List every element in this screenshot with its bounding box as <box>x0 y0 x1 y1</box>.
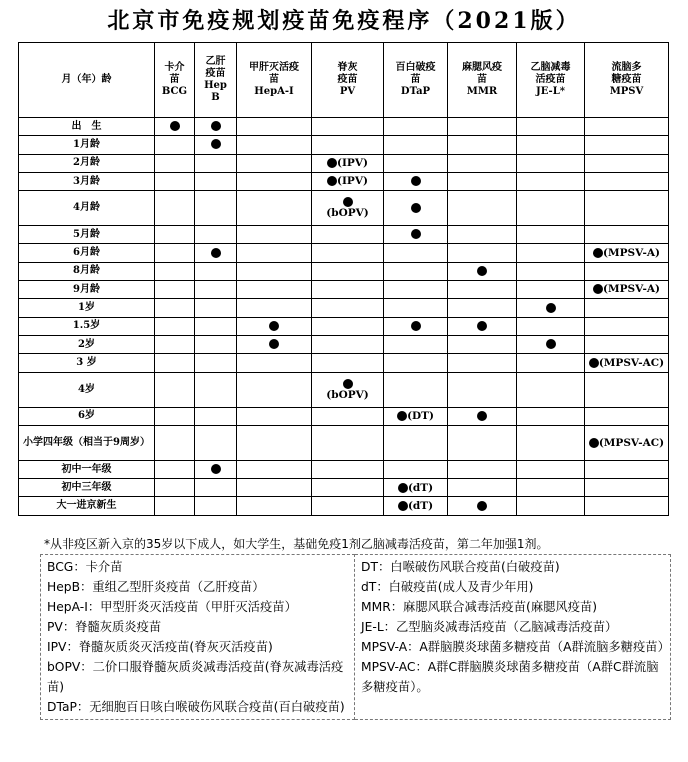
vaccine-header-line: 流脑多 <box>611 62 642 73</box>
vaccine-header-line: DTaP <box>400 86 431 97</box>
schedule-cell <box>384 425 448 460</box>
dose-dot-icon <box>211 248 221 258</box>
schedule-cell <box>237 460 312 478</box>
age-column-header: 月（年）龄 <box>19 43 155 118</box>
schedule-cell <box>155 262 195 280</box>
legend-table <box>40 554 671 720</box>
schedule-cell <box>517 425 585 460</box>
table-header-row <box>19 43 669 118</box>
schedule-cell <box>195 281 237 299</box>
dose-note: (MPSV-A) <box>603 283 660 296</box>
schedule-cell <box>585 172 669 190</box>
schedule-cell <box>384 460 448 478</box>
vaccine-column-header <box>155 43 195 118</box>
schedule-cell <box>448 244 517 262</box>
schedule-cell <box>312 118 384 136</box>
schedule-cell <box>155 479 195 497</box>
vaccine-header-line: 疫苗 <box>337 74 358 85</box>
schedule-cell <box>155 425 195 460</box>
schedule-cell <box>237 354 312 372</box>
schedule-cell <box>237 317 312 335</box>
schedule-cell <box>585 335 669 353</box>
age-cell: 4岁 <box>19 372 155 407</box>
schedule-cell <box>312 407 384 425</box>
table-row <box>19 317 669 335</box>
schedule-cell <box>195 299 237 317</box>
dose-dot-icon <box>477 321 487 331</box>
dose-dot-icon <box>477 411 487 421</box>
legend-item: DT：白喉破伤风联合疫苗(白破疫苗) <box>361 560 560 574</box>
schedule-cell <box>448 372 517 407</box>
schedule-cell <box>237 191 312 226</box>
dose-dot-icon <box>343 379 353 389</box>
schedule-cell <box>195 317 237 335</box>
vaccine-header-line: JE-L* <box>536 86 565 97</box>
schedule-cell <box>448 354 517 372</box>
table-row <box>19 479 669 497</box>
schedule-cell <box>517 191 585 226</box>
age-cell: 大一进京新生 <box>19 497 155 515</box>
schedule-cell <box>312 281 384 299</box>
schedule-cell <box>155 372 195 407</box>
schedule-cell <box>585 136 669 154</box>
vaccine-column-header <box>384 43 448 118</box>
schedule-cell <box>237 262 312 280</box>
schedule-cell <box>517 372 585 407</box>
schedule-cell <box>384 172 448 190</box>
dose-dot-icon <box>211 139 221 149</box>
legend-item: IPV：脊髓灰质炎灭活疫苗(脊灰灭活疫苗) <box>47 640 273 654</box>
table-row <box>19 299 669 317</box>
vaccine-header-line: 卡介 <box>164 62 185 73</box>
schedule-cell <box>312 172 384 190</box>
schedule-cell <box>312 226 384 244</box>
schedule-cell <box>384 244 448 262</box>
schedule-cell <box>585 425 669 460</box>
vaccine-header-line: 苗 <box>269 74 279 85</box>
table-row <box>19 281 669 299</box>
schedule-cell <box>384 191 448 226</box>
dose-dot-icon <box>589 438 599 448</box>
schedule-cell <box>312 497 384 515</box>
schedule-cell <box>195 335 237 353</box>
schedule-cell <box>237 118 312 136</box>
schedule-cell <box>448 425 517 460</box>
dose-dot-icon <box>211 121 221 131</box>
schedule-cell <box>517 354 585 372</box>
dose-dot-icon <box>398 483 408 493</box>
vaccine-header-line: 苗 <box>477 74 487 85</box>
legend-item: MPSV-AC：A群C群脑膜炎球菌多糖疫苗（A群C群流脑多糖疫苗）。 <box>361 660 659 694</box>
dose-note: (dT) <box>407 499 434 512</box>
schedule-cell <box>312 299 384 317</box>
schedule-cell <box>312 244 384 262</box>
vaccine-header-line: 疫苗 <box>205 68 226 79</box>
schedule-cell <box>517 136 585 154</box>
vaccine-header-line: BCG <box>161 86 188 97</box>
schedule-cell <box>312 317 384 335</box>
schedule-cell <box>448 497 517 515</box>
age-cell: 小学四年级（相当于9周岁） <box>19 425 155 460</box>
schedule-cell <box>195 154 237 172</box>
schedule-cell <box>195 497 237 515</box>
dose-note: (dT) <box>407 481 434 494</box>
schedule-cell <box>585 299 669 317</box>
schedule-cell <box>155 244 195 262</box>
legend-item: bOPV：二价口服脊髓灰质炎减毒活疫苗(脊灰减毒活疫苗) <box>47 660 344 694</box>
schedule-cell <box>517 407 585 425</box>
schedule-cell <box>237 335 312 353</box>
schedule-cell <box>155 317 195 335</box>
schedule-cell <box>195 136 237 154</box>
table-row <box>19 372 669 407</box>
schedule-cell <box>155 136 195 154</box>
schedule-cell <box>237 372 312 407</box>
age-cell: 3 岁 <box>19 354 155 372</box>
schedule-cell <box>312 335 384 353</box>
schedule-cell <box>448 118 517 136</box>
schedule-cell <box>585 244 669 262</box>
vaccine-header-line: 麻腮风疫 <box>462 62 502 73</box>
dose-dot-icon <box>411 229 421 239</box>
schedule-cell <box>585 317 669 335</box>
schedule-cell <box>155 299 195 317</box>
schedule-cell <box>585 262 669 280</box>
schedule-cell <box>195 407 237 425</box>
schedule-cell <box>237 479 312 497</box>
dose-dot-icon <box>477 266 487 276</box>
table-row <box>19 497 669 515</box>
schedule-cell <box>195 191 237 226</box>
schedule-cell <box>384 479 448 497</box>
schedule-cell <box>195 372 237 407</box>
vaccine-header-line: 糖疫苗 <box>611 74 642 85</box>
vaccine-column-header <box>448 43 517 118</box>
schedule-cell <box>448 154 517 172</box>
table-row <box>19 191 669 226</box>
vaccine-header-line: 乙肝 <box>205 56 226 67</box>
schedule-cell <box>155 281 195 299</box>
schedule-cell <box>517 154 585 172</box>
schedule-cell <box>585 407 669 425</box>
schedule-cell <box>585 479 669 497</box>
table-row <box>19 425 669 460</box>
schedule-cell <box>312 460 384 478</box>
schedule-cell <box>155 118 195 136</box>
schedule-cell <box>312 479 384 497</box>
schedule-cell <box>237 497 312 515</box>
schedule-cell <box>517 281 585 299</box>
dose-dot-icon <box>327 158 337 168</box>
legend-item: BCG：卡介苗 <box>47 560 123 574</box>
vaccine-header-line: Hep <box>204 80 227 91</box>
schedule-cell <box>517 317 585 335</box>
schedule-cell <box>237 136 312 154</box>
age-cell: 4月龄 <box>19 191 155 226</box>
dose-dot-icon <box>397 411 407 421</box>
age-cell: 初中一年级 <box>19 460 155 478</box>
dose-dot-icon <box>170 121 180 131</box>
schedule-cell <box>384 226 448 244</box>
schedule-cell <box>312 154 384 172</box>
legend-item: DTaP：无细胞百日咳白喉破伤风联合疫苗(百白破疫苗) <box>47 700 345 714</box>
schedule-cell <box>448 407 517 425</box>
table-row <box>19 226 669 244</box>
table-row <box>19 407 669 425</box>
schedule-cell <box>384 154 448 172</box>
table-row <box>19 244 669 262</box>
schedule-cell <box>155 407 195 425</box>
dose-note: (IPV) <box>337 175 368 188</box>
schedule-cell <box>384 262 448 280</box>
schedule-cell <box>384 497 448 515</box>
schedule-cell <box>517 299 585 317</box>
legend-item: HepA-I：甲型肝炎灭活疫苗（甲肝灭活疫苗） <box>47 600 297 614</box>
age-cell: 初中三年级 <box>19 479 155 497</box>
vaccine-column-header <box>585 43 669 118</box>
age-cell: 1岁 <box>19 299 155 317</box>
schedule-cell <box>237 299 312 317</box>
schedule-cell <box>585 354 669 372</box>
legend-item: PV：脊髓灰质炎疫苗 <box>47 620 162 634</box>
schedule-cell <box>155 172 195 190</box>
schedule-cell <box>448 335 517 353</box>
schedule-cell <box>517 497 585 515</box>
dose-dot-icon <box>477 501 487 511</box>
schedule-cell <box>517 226 585 244</box>
vaccine-header-line: MPSV <box>609 86 644 97</box>
schedule-cell <box>155 335 195 353</box>
schedule-cell <box>585 372 669 407</box>
legend-right-column <box>355 555 671 720</box>
age-cell: 3月龄 <box>19 172 155 190</box>
dose-dot-icon <box>593 284 603 294</box>
legend-left-column <box>41 555 355 720</box>
schedule-cell <box>448 262 517 280</box>
vaccine-header-line: 苗 <box>169 74 180 85</box>
schedule-cell <box>384 281 448 299</box>
table-row <box>19 154 669 172</box>
vaccine-header-line: PV <box>339 86 356 97</box>
dose-dot-icon <box>411 203 421 213</box>
schedule-cell <box>384 118 448 136</box>
age-cell: 1.5岁 <box>19 317 155 335</box>
table-row <box>19 335 669 353</box>
schedule-cell <box>155 154 195 172</box>
footnote: *从非疫区新入京的35岁以下成人，如大学生，基础免疫1剂乙脑减毒活疫苗，第二年加强1剂。 <box>44 537 549 551</box>
dose-dot-icon <box>411 176 421 186</box>
vaccine-header-line: 甲肝灭活疫 <box>249 62 299 73</box>
table-row <box>19 354 669 372</box>
legend-item: HepB：重组乙型肝炎疫苗（乙肝疫苗） <box>47 580 265 594</box>
schedule-cell <box>384 372 448 407</box>
schedule-cell <box>237 425 312 460</box>
age-cell: 9月龄 <box>19 281 155 299</box>
dose-dot-icon <box>546 303 556 313</box>
schedule-cell <box>384 335 448 353</box>
schedule-cell <box>195 226 237 244</box>
schedule-cell <box>448 299 517 317</box>
schedule-cell <box>384 136 448 154</box>
schedule-cell <box>155 354 195 372</box>
vaccine-column-header <box>517 43 585 118</box>
schedule-cell <box>585 460 669 478</box>
vaccine-header-line: MMR <box>466 86 498 97</box>
schedule-cell <box>585 191 669 226</box>
schedule-cell <box>448 136 517 154</box>
table-row <box>19 460 669 478</box>
schedule-cell <box>237 244 312 262</box>
dose-dot-icon <box>327 176 337 186</box>
schedule-cell <box>237 281 312 299</box>
age-cell: 5月龄 <box>19 226 155 244</box>
schedule-cell <box>585 226 669 244</box>
vaccine-header-line: HepA-I <box>254 86 294 97</box>
table-row <box>19 262 669 280</box>
schedule-cell <box>195 172 237 190</box>
schedule-cell <box>312 136 384 154</box>
dose-dot-icon <box>589 358 599 368</box>
schedule-cell <box>155 497 195 515</box>
schedule-cell <box>312 191 384 226</box>
schedule-cell <box>517 172 585 190</box>
schedule-cell <box>155 191 195 226</box>
schedule-cell <box>195 118 237 136</box>
schedule-cell <box>237 226 312 244</box>
age-cell: 出 生 <box>19 118 155 136</box>
schedule-cell <box>517 118 585 136</box>
schedule-cell <box>312 372 384 407</box>
dose-dot-icon <box>398 501 408 511</box>
schedule-cell <box>517 460 585 478</box>
age-cell: 8月龄 <box>19 262 155 280</box>
legend-item: MPSV-A：A群脑膜炎球菌多糖疫苗（A群流脑多糖疫苗） <box>361 640 670 654</box>
age-cell: 6岁 <box>19 407 155 425</box>
schedule-cell <box>517 262 585 280</box>
dose-note: (IPV) <box>337 156 368 169</box>
dose-note: (MPSV-A) <box>603 246 660 259</box>
schedule-cell <box>448 191 517 226</box>
age-cell: 2月龄 <box>19 154 155 172</box>
legend-item: JE-L：乙型脑炎减毒活疫苗（乙脑减毒活疫苗） <box>361 620 618 634</box>
schedule-cell <box>312 425 384 460</box>
schedule-cell <box>312 262 384 280</box>
schedule-cell <box>448 226 517 244</box>
vaccine-header-line: 百白破疫 <box>395 62 436 73</box>
page-title: 北京市免疫规划疫苗免疫程序（2021版） <box>107 8 581 34</box>
age-cell: 6月龄 <box>19 244 155 262</box>
schedule-cell <box>448 317 517 335</box>
table-row <box>19 136 669 154</box>
schedule-cell <box>384 299 448 317</box>
schedule-cell <box>517 335 585 353</box>
vaccine-header-line: 活疫苗 <box>535 74 566 85</box>
vaccine-column-header <box>195 43 237 118</box>
dose-dot-icon <box>593 248 603 258</box>
legend-item: dT：白破疫苗(成人及青少年用) <box>361 580 534 594</box>
age-cell: 1月龄 <box>19 136 155 154</box>
schedule-cell <box>517 479 585 497</box>
age-cell: 2岁 <box>19 335 155 353</box>
table-row <box>19 118 669 136</box>
dose-dot-icon <box>546 339 556 349</box>
dose-note: (bOPV) <box>326 388 369 401</box>
dose-note: (DT) <box>407 409 434 422</box>
schedule-cell <box>384 354 448 372</box>
dose-dot-icon <box>343 197 353 207</box>
schedule-table <box>18 42 669 516</box>
dose-note: (bOPV) <box>326 207 369 220</box>
vaccine-header-line: 乙脑减毒 <box>530 62 571 73</box>
schedule-cell <box>448 172 517 190</box>
schedule-cell <box>237 154 312 172</box>
schedule-cell <box>517 244 585 262</box>
schedule-cell <box>195 460 237 478</box>
schedule-cell <box>195 262 237 280</box>
schedule-cell <box>155 460 195 478</box>
dose-dot-icon <box>211 464 221 474</box>
vaccine-column-header <box>312 43 384 118</box>
schedule-cell <box>448 281 517 299</box>
dose-note: (MPSV-AC) <box>598 436 665 449</box>
schedule-cell <box>237 172 312 190</box>
dose-dot-icon <box>269 321 279 331</box>
schedule-cell <box>585 118 669 136</box>
schedule-cell <box>585 154 669 172</box>
schedule-cell <box>384 407 448 425</box>
dose-note: (MPSV-AC) <box>598 356 665 369</box>
schedule-cell <box>448 479 517 497</box>
dose-dot-icon <box>269 339 279 349</box>
dose-dot-icon <box>411 321 421 331</box>
schedule-cell <box>155 226 195 244</box>
vaccine-header-line: 苗 <box>410 74 421 85</box>
vaccine-header-line: 脊灰 <box>337 62 358 73</box>
schedule-cell <box>195 354 237 372</box>
schedule-cell <box>195 425 237 460</box>
schedule-cell <box>448 460 517 478</box>
schedule-cell <box>585 281 669 299</box>
vaccine-header-line: B <box>211 92 220 103</box>
schedule-cell <box>384 317 448 335</box>
schedule-cell <box>237 407 312 425</box>
vaccine-column-header <box>237 43 312 118</box>
schedule-cell <box>195 244 237 262</box>
schedule-cell <box>195 479 237 497</box>
table-row <box>19 172 669 190</box>
schedule-cell <box>312 354 384 372</box>
schedule-cell <box>585 497 669 515</box>
legend-item: MMR：麻腮风联合减毒活疫苗(麻腮风疫苗) <box>361 600 598 614</box>
